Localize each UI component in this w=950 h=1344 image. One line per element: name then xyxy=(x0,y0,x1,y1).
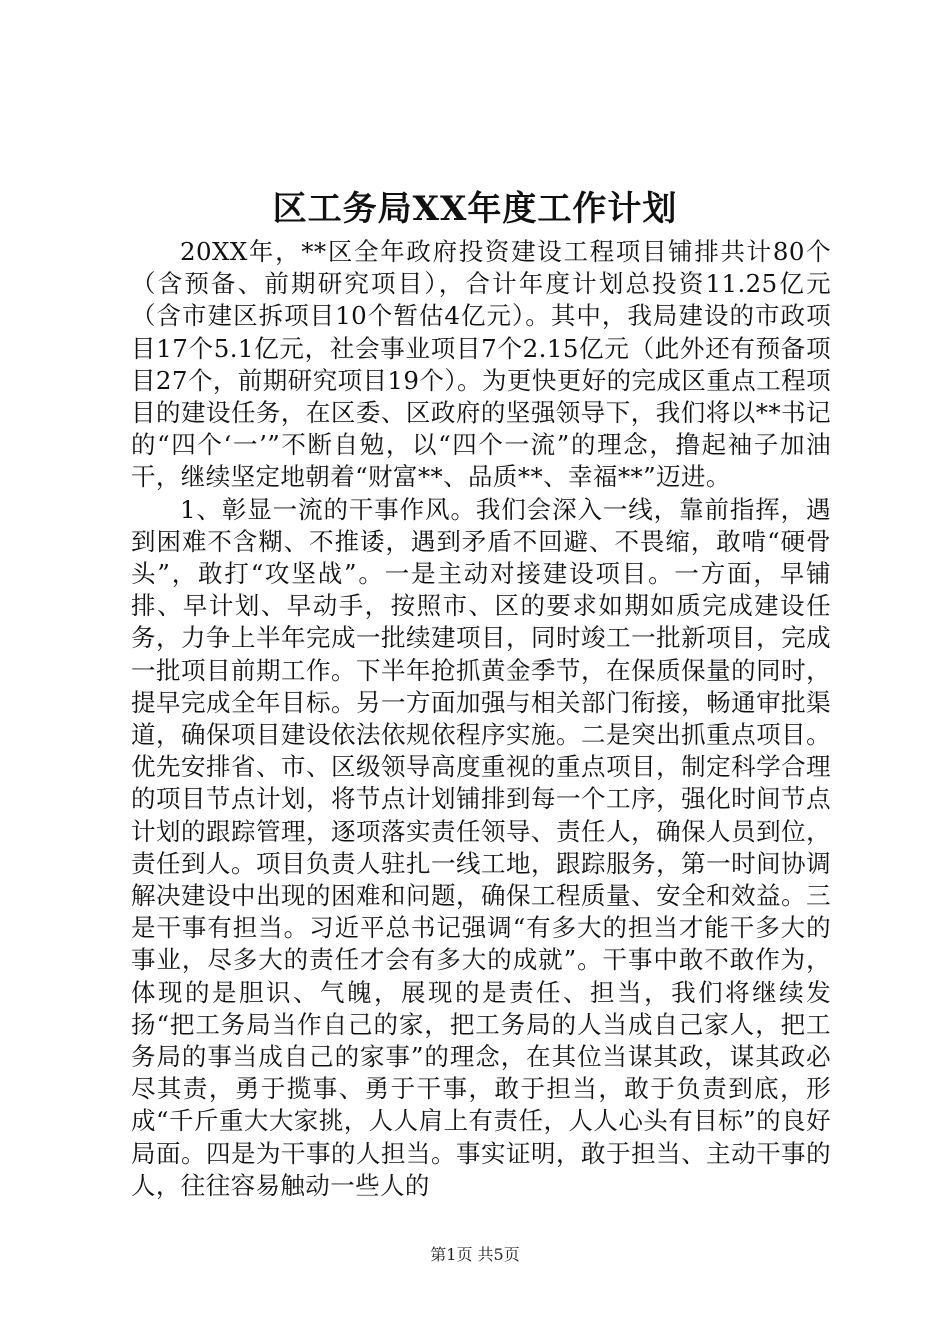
paragraph-intro: 20XX年，**区全年政府投资建设工程项目铺排共计80个（含预备、前期研究项目），合计年度计划总投资11.25亿元（含市建区拆项目10个暂估4亿元）。其中，我局建设的市政项目17个5.1亿元，社会事业项目7个2.15亿元（此外还有预备项目27个，前期研究项目19个）。为更快更好的完成区重点工程项目的建设任务，在区委、区政府的坚强领导下，我们将以**书记的“四个‘一’”不断自勉，以“四个一流”的理念，撸起袖子加油干，继续坚定地朝着“财富**、品质**、幸福**”迈进。 xyxy=(131,237,831,492)
page-footer: 第1页 共5页 xyxy=(430,1245,520,1264)
paragraph-section-1: 1、彰显一流的干事作风。我们会深入一线，靠前指挥，遇到困难不含糊、不推诿，遇到矛盾不回避、不畏缩，敢啃“硬骨头”，敢打“攻坚战”。一是主动对接建设项目。一方面，早铺排、早计划、早动手，按照市、区的要求如期如质完成建设任务，力争上半年完成一批续建项目，同时竣工一批新项目，完成一批项目前期工作。下半年抢抓黄金季节，在保质保量的同时，提早完成全年目标。另一方面加强与相关部门衔接，畅通审批渠道，确保项目建设依法依规依程序实施。二是突出抓重点项目。优先安排省、市、区级领导高度重视的重点项目，制定科学合理的项目节点计划，将节点计划铺排到每一个工序，强化时间节点计划的跟踪管理，逐项落实责任领导、责任人，确保人员到位，责任到人。项目负责人驻扎一线工地，跟踪服务，第一时间协调解决建设中出现的困难和问题，确保工程质量、安全和效益。三是干事有担当。习近平总书记强调“有多大的担当才能干多大的事业，尽多大的责任才会有多大的成就”。干事中敢不敢作为，体现的是胆识、气魄，展现的是责任、担当，我们将继续发扬“把工务局当作自己的家，把工务局的人当成自己家人，把工务局的事当成自己的家事”的理念，在其位当谋其政，谋其政必尽其责，勇于揽事、勇于干事，敢于担当，敢于负责到底，形成“千斤重大大家挑，人人肩上有责任，人人心头有目标”的良好局面。四是为干事的人担当。事实证明，敢于担当、主动干事的人，往往容易触动一些人的 xyxy=(131,494,831,1200)
document-title: 区工务局XX年度工作计划 xyxy=(272,189,678,229)
document-body xyxy=(131,236,831,1202)
